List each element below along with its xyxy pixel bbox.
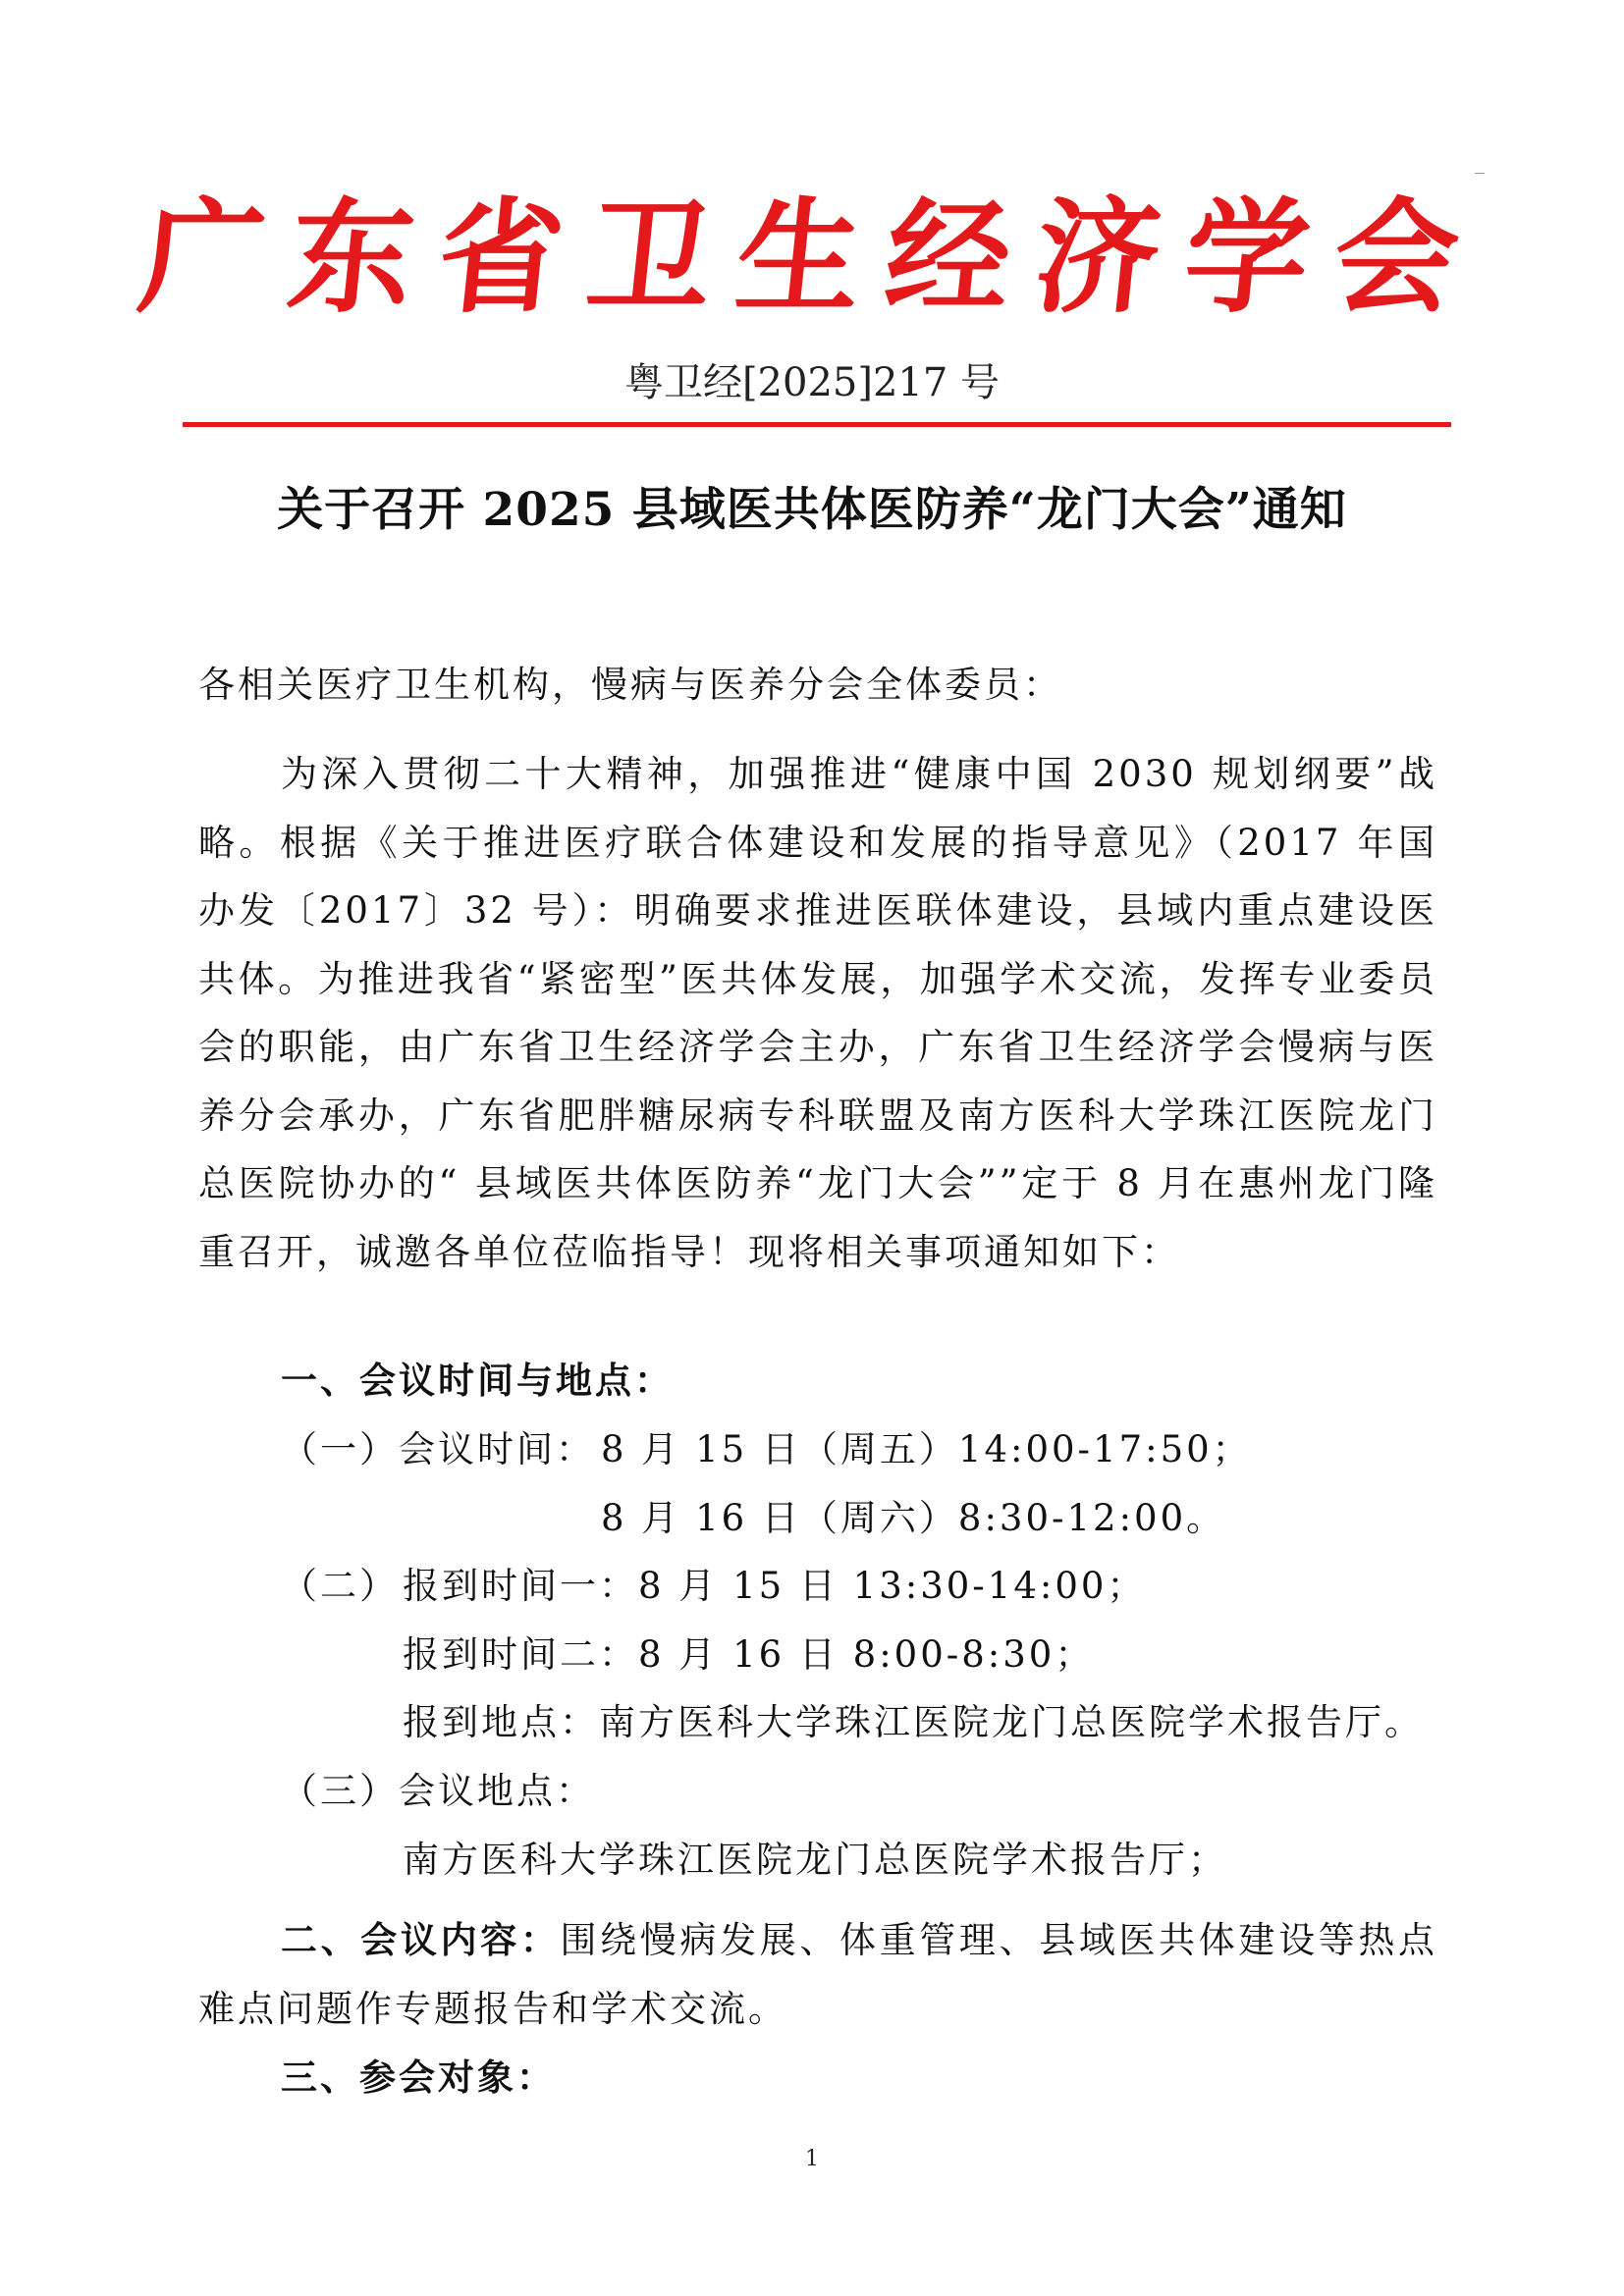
section1-item2-line1: 报到时间一：8 月 15 日 13:30-14:00； bbox=[403, 1565, 1147, 1607]
letterhead-org-name: 广东省卫生经济学会 bbox=[133, 185, 1491, 330]
section1-item2-label: （二） bbox=[281, 1565, 399, 1607]
section1-item1-line1: 8 月 15 日（周五）14:00-17:50； bbox=[601, 1428, 1252, 1470]
page-number: 1 bbox=[805, 2147, 819, 2171]
section1-item1-label: （一）会议时间： bbox=[281, 1428, 595, 1470]
section2-text: 围绕慢病发展、体重管理、县域医共体建设等热点难点问题作专题报告和学术交流。 bbox=[198, 1919, 1437, 2030]
document-title: 关于召开 2025 县域医共体医防养“龙门大会”通知 bbox=[277, 483, 1347, 537]
letterhead-divider bbox=[183, 422, 1451, 427]
document-number: 粤卫经[2025]217 号 bbox=[623, 360, 1001, 405]
section1-heading: 一、会议时间与地点： bbox=[281, 1359, 674, 1402]
section2-paragraph bbox=[198, 1906, 1437, 2043]
intro-paragraph: 为深入贯彻二十大精神，加强推进“健康中国 2030 规划纲要”战略。根据《关于推进医疗联合体建设和发展的指导意见》（2017 年国办发〔2017〕32 号）：明确要求推进医联体建设，县域内重点建设医共体。为推进我省“紧密型”医共体发展，加强学术交流，发挥专业委员会的职能，由广东省卫生经济学会主办，广东省卫生经济学会慢病与医养分会承办，广东省肥胖糖尿病专科联盟及南方医科大学珠江医院龙门总医院协办的“ 县域医共体医防养“龙门大会””定于 8 月在惠州龙门隆重召开，诚邀各单位莅临指导！现将相关事项通知如下： bbox=[198, 753, 1437, 1273]
section1-item1-line2: 8 月 16 日（周六）8:30-12:00。 bbox=[601, 1497, 1226, 1539]
corner-mark bbox=[1475, 173, 1485, 174]
salutation: 各相关医疗卫生机构，慢病与医养分会全体委员： bbox=[198, 664, 1062, 706]
section2-heading: 二、会议内容： bbox=[281, 1918, 561, 1961]
section3-heading: 三、参会对象： bbox=[281, 2056, 556, 2099]
section1-item2-line3: 报到地点：南方医科大学珠江医院龙门总医院学术报告厅。 bbox=[403, 1701, 1424, 1743]
section1-item2-line2: 报到时间二：8 月 16 日 8:00-8:30； bbox=[403, 1633, 1095, 1676]
section1-item3-line1: 南方医科大学珠江医院龙门总医院学术报告厅； bbox=[403, 1839, 1227, 1881]
section1-item3-label: （三）会议地点： bbox=[281, 1770, 595, 1812]
